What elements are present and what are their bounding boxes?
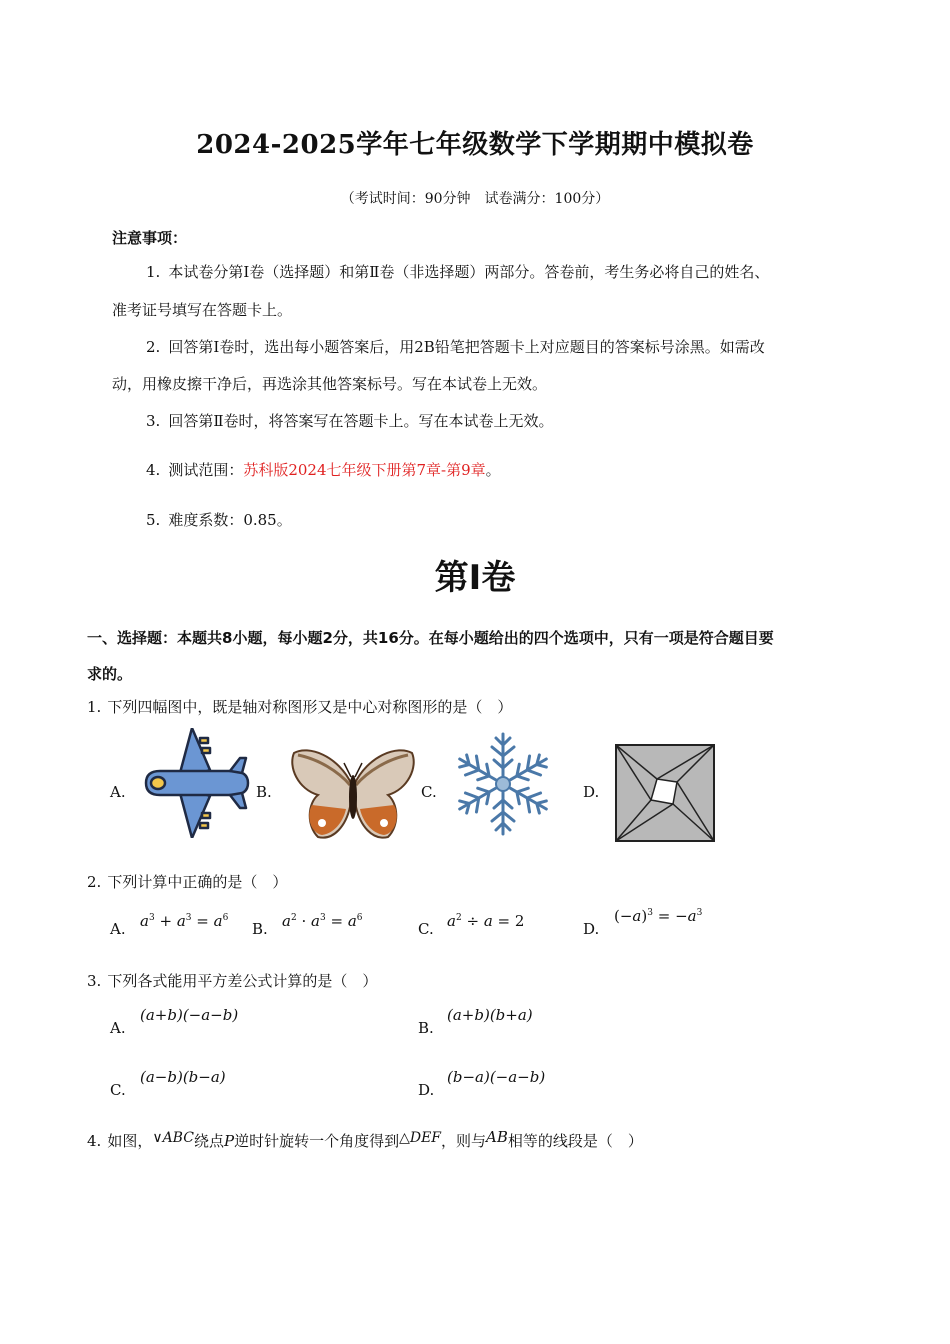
option-label-d: D. — [583, 920, 600, 938]
question-text: 下列四幅图中，既是轴对称图形又是中心对称图形的是（ ） — [107, 698, 513, 716]
question-number: 3. — [87, 972, 102, 990]
notice-item-5 — [146, 502, 292, 539]
notice-item-number: 5. — [146, 511, 161, 529]
section-heading — [87, 620, 867, 692]
notice-item-text: 难度系数：0.85。 — [168, 511, 292, 529]
option-label-d: D. — [418, 1081, 435, 1099]
formula-option-a: (a+b)(−a−b) — [140, 1006, 239, 1024]
formula-option-a: $a^3 + a^3 = a^6$ — [140, 912, 229, 930]
point-p: P — [223, 1132, 235, 1150]
question-number: 2. — [87, 873, 102, 891]
option-label-c: C. — [110, 1081, 126, 1099]
triangle-def: △DEF — [399, 1130, 442, 1146]
option-label-b: B. — [252, 920, 268, 938]
option-label-b: B. — [256, 783, 272, 801]
option-label-a: A. — [110, 783, 126, 801]
notice-item-2-cont: 动，用橡皮擦干净后，再选涂其他答案标号。写在本试卷上无效。 — [112, 375, 548, 393]
notice-item-prefix: 测试范围： — [168, 461, 244, 479]
notice-item-number: 1. — [146, 263, 161, 281]
option-label-b: B. — [418, 1019, 434, 1037]
question-text: 如图， — [107, 1132, 153, 1150]
test-scope-highlight: 苏科版2024七年级下册第7章-第9章 — [243, 461, 486, 479]
notice-item-4 — [146, 452, 501, 489]
exam-info: （考试时间：90分钟 试卷满分：100分） — [340, 191, 610, 207]
notice-item-3 — [146, 403, 554, 440]
airplane-image — [140, 728, 250, 838]
option-label-a: A. — [110, 1019, 126, 1037]
question-1 — [87, 696, 512, 717]
formula-option-c: (a−b)(b−a) — [140, 1068, 226, 1086]
section-heading-line: 一、选择题：本题共8小题，每小题2分，共16分。在每小题给出的四个选项中，只有一项是符合题目要 — [87, 629, 774, 647]
question-text: 下列计算中正确的是（ ） — [107, 873, 288, 891]
notice-title: 注意事项： — [112, 229, 188, 247]
notice-item-1 — [146, 254, 769, 291]
triangle-abc: ∨ABC — [152, 1130, 194, 1146]
question-3 — [87, 970, 377, 991]
question-number: 1. — [87, 698, 102, 716]
page-title: 2024-2025学年七年级数学下学期期中模拟卷 — [196, 130, 754, 160]
notice-item-number: 2. — [146, 338, 161, 356]
butterfly-image — [288, 745, 418, 841]
notice-item-1-cont: 准考证号填写在答题卡上。 — [112, 301, 293, 319]
formula-option-d: (b−a)(−a−b) — [447, 1068, 546, 1086]
option-label-c: C. — [418, 920, 434, 938]
formula-option-d: $(-a)^3 = -a^3$ — [614, 907, 703, 925]
notice-item-suffix: 。 — [485, 461, 501, 479]
question-text: 相等的线段是（ ） — [507, 1132, 643, 1150]
formula-option-b: (a+b)(b+a) — [447, 1006, 533, 1024]
notice-item-text: 回答第Ⅰ卷时，选出每小题答案后，用2B铅笔把答题卡上对应题目的答案标号涂黑。如需改 — [168, 338, 765, 356]
notice-item-text: 回答第Ⅱ卷时，将答案写在答题卡上。写在本试卷上无效。 — [168, 412, 554, 430]
question-number: 4. — [87, 1132, 102, 1150]
notice-item-2 — [146, 329, 765, 366]
question-text: 下列各式能用平方差公式计算的是（ ） — [107, 972, 378, 990]
question-text: ，则与 — [441, 1132, 487, 1150]
question-2 — [87, 871, 287, 892]
pinwheel-square-image — [615, 744, 715, 842]
question-text: 绕点 — [193, 1132, 224, 1150]
formula-option-b: $a^2 \cdot a^3 = a^6$ — [282, 912, 363, 930]
option-label-a: A. — [110, 920, 126, 938]
section-heading-line: 求的。 — [87, 665, 133, 683]
notice-item-text: 本试卷分第Ⅰ卷（选择题）和第Ⅱ卷（非选择题）两部分。答卷前，考生务必将自己的姓名、 — [168, 263, 770, 281]
snowflake-image — [450, 728, 556, 840]
question-text: 逆时针旋转一个角度得到 — [234, 1132, 400, 1150]
notice-item-number: 4. — [146, 461, 161, 479]
question-4 — [87, 1130, 643, 1151]
formula-option-c: $a^2 \div a = 2$ — [447, 912, 525, 930]
segment-ab: AB — [486, 1128, 508, 1146]
notice-item-number: 3. — [146, 412, 161, 430]
option-label-d: D. — [583, 783, 600, 801]
part-title: 第Ⅰ卷 — [434, 558, 516, 598]
option-label-c: C. — [421, 783, 437, 801]
